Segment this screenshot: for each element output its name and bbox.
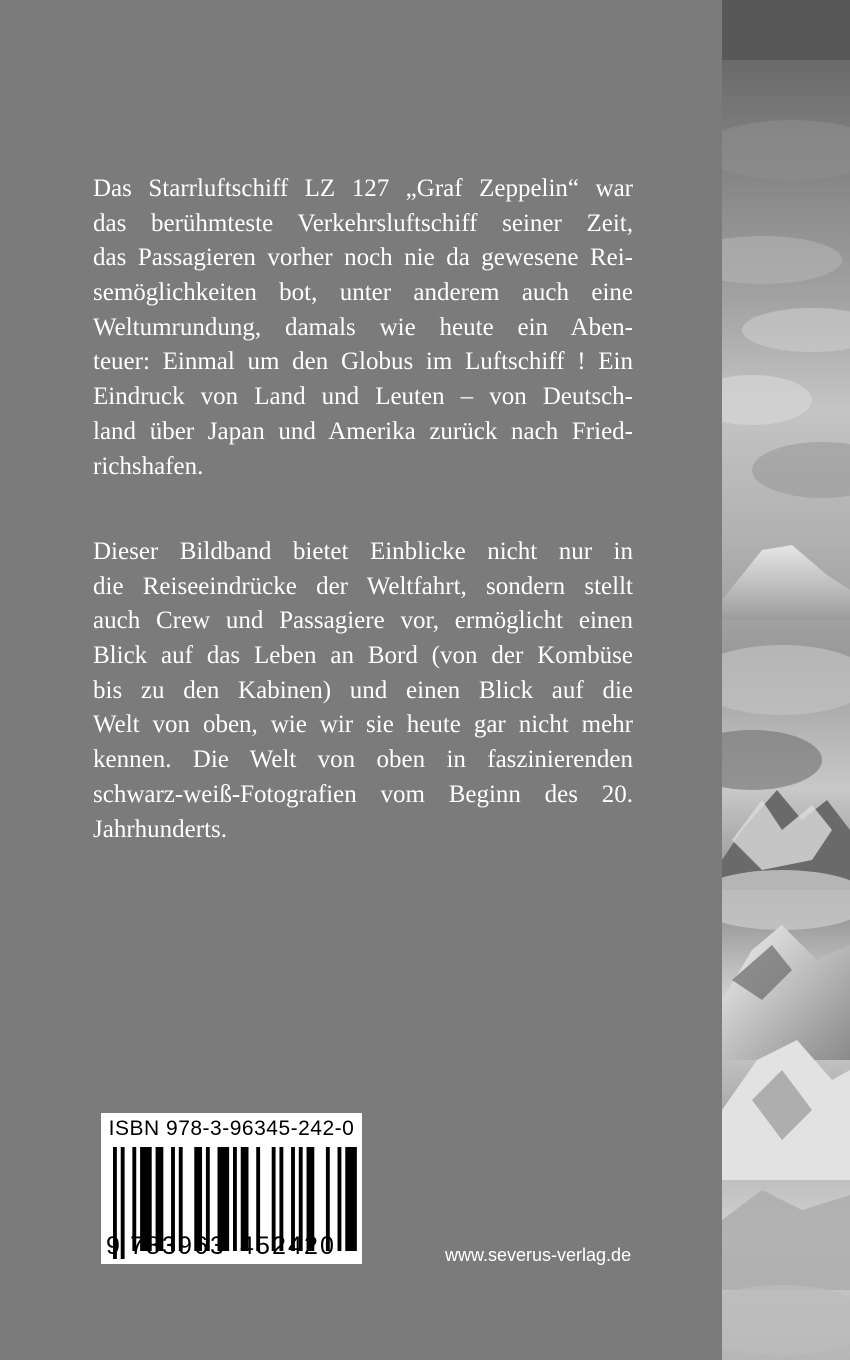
text-line: Das Starrluftschiff LZ 127 „Graf Zeppelin“ war bbox=[93, 175, 633, 202]
barcode-digit: 3 bbox=[210, 1232, 224, 1260]
text-line: Welt von oben, wie wir sie heute gar nicht mehr bbox=[93, 711, 633, 739]
mountain-photo bbox=[722, 0, 850, 1360]
text-line: auch Crew und Passagiere vor, ermöglicht einen bbox=[93, 607, 633, 635]
text-line: land über Japan und Amerika zurück nach Fried- bbox=[93, 417, 633, 445]
text-line: das Passagieren vorher noch nie da gewesene Rei- bbox=[93, 244, 633, 272]
barcode-bar bbox=[121, 1147, 125, 1259]
mountain-cloud-photo-strip bbox=[722, 0, 850, 1360]
publisher-website: www.severus-verlag.de bbox=[445, 1245, 632, 1265]
barcode-digit: 8 bbox=[146, 1232, 160, 1260]
text-line: teuer: Einmal um den Globus im Luftschiff ! Ein bbox=[93, 348, 633, 376]
barcode-digit: 2 bbox=[304, 1232, 318, 1260]
text-line: bis zu den Kabinen) und einen Blick auf die bbox=[93, 676, 633, 704]
text-line: semöglichkeiten bot, unter anderem auch eine bbox=[93, 279, 633, 307]
barcode-digit: 5 bbox=[256, 1232, 270, 1260]
barcode-bar bbox=[345, 1147, 357, 1251]
text-line: Dieser Bildband bietet Einblicke nicht nur in bbox=[93, 538, 633, 565]
barcode-digit: 7 bbox=[130, 1232, 144, 1260]
isbn-label: ISBN 978-3-96345-242-0 bbox=[108, 1117, 355, 1140]
barcode-digit: 2 bbox=[272, 1232, 286, 1260]
barcode-bar bbox=[338, 1147, 342, 1251]
text-line: Jahrhunderts. bbox=[93, 815, 227, 843]
barcode-digit: 6 bbox=[194, 1232, 208, 1260]
text-line: Blick auf das Leben an Bord (von der Kombüse bbox=[93, 642, 633, 670]
barcode-digit: 4 bbox=[240, 1232, 254, 1260]
barcode-digit: 9 bbox=[178, 1232, 192, 1260]
text-line: die Reiseeindrücke der Weltfahrt, sondern stellt bbox=[93, 572, 633, 600]
text-line: Eindruck von Land und Leuten – von Deutsch- bbox=[93, 383, 633, 411]
text-line: schwarz-weiß-Fotografien vom Beginn des 20. bbox=[93, 780, 633, 808]
barcode-digit: 9 bbox=[106, 1232, 120, 1260]
description-paragraph-2 bbox=[93, 535, 633, 847]
text-line: richshafen. bbox=[93, 452, 204, 480]
barcode-bar bbox=[233, 1147, 237, 1251]
text-line: kennen. Die Welt von oben in faszinierenden bbox=[93, 746, 633, 774]
text-line: das berühmteste Verkehrsluftschiff seiner Zeit, bbox=[93, 209, 633, 237]
description-paragraph-1 bbox=[93, 172, 633, 484]
text-line: Weltumrundung, damals wie heute ein Aben- bbox=[93, 313, 633, 341]
barcode-digit: 3 bbox=[162, 1232, 176, 1260]
barcode-digit: 4 bbox=[288, 1232, 302, 1260]
barcode-digit: 0 bbox=[320, 1232, 334, 1260]
